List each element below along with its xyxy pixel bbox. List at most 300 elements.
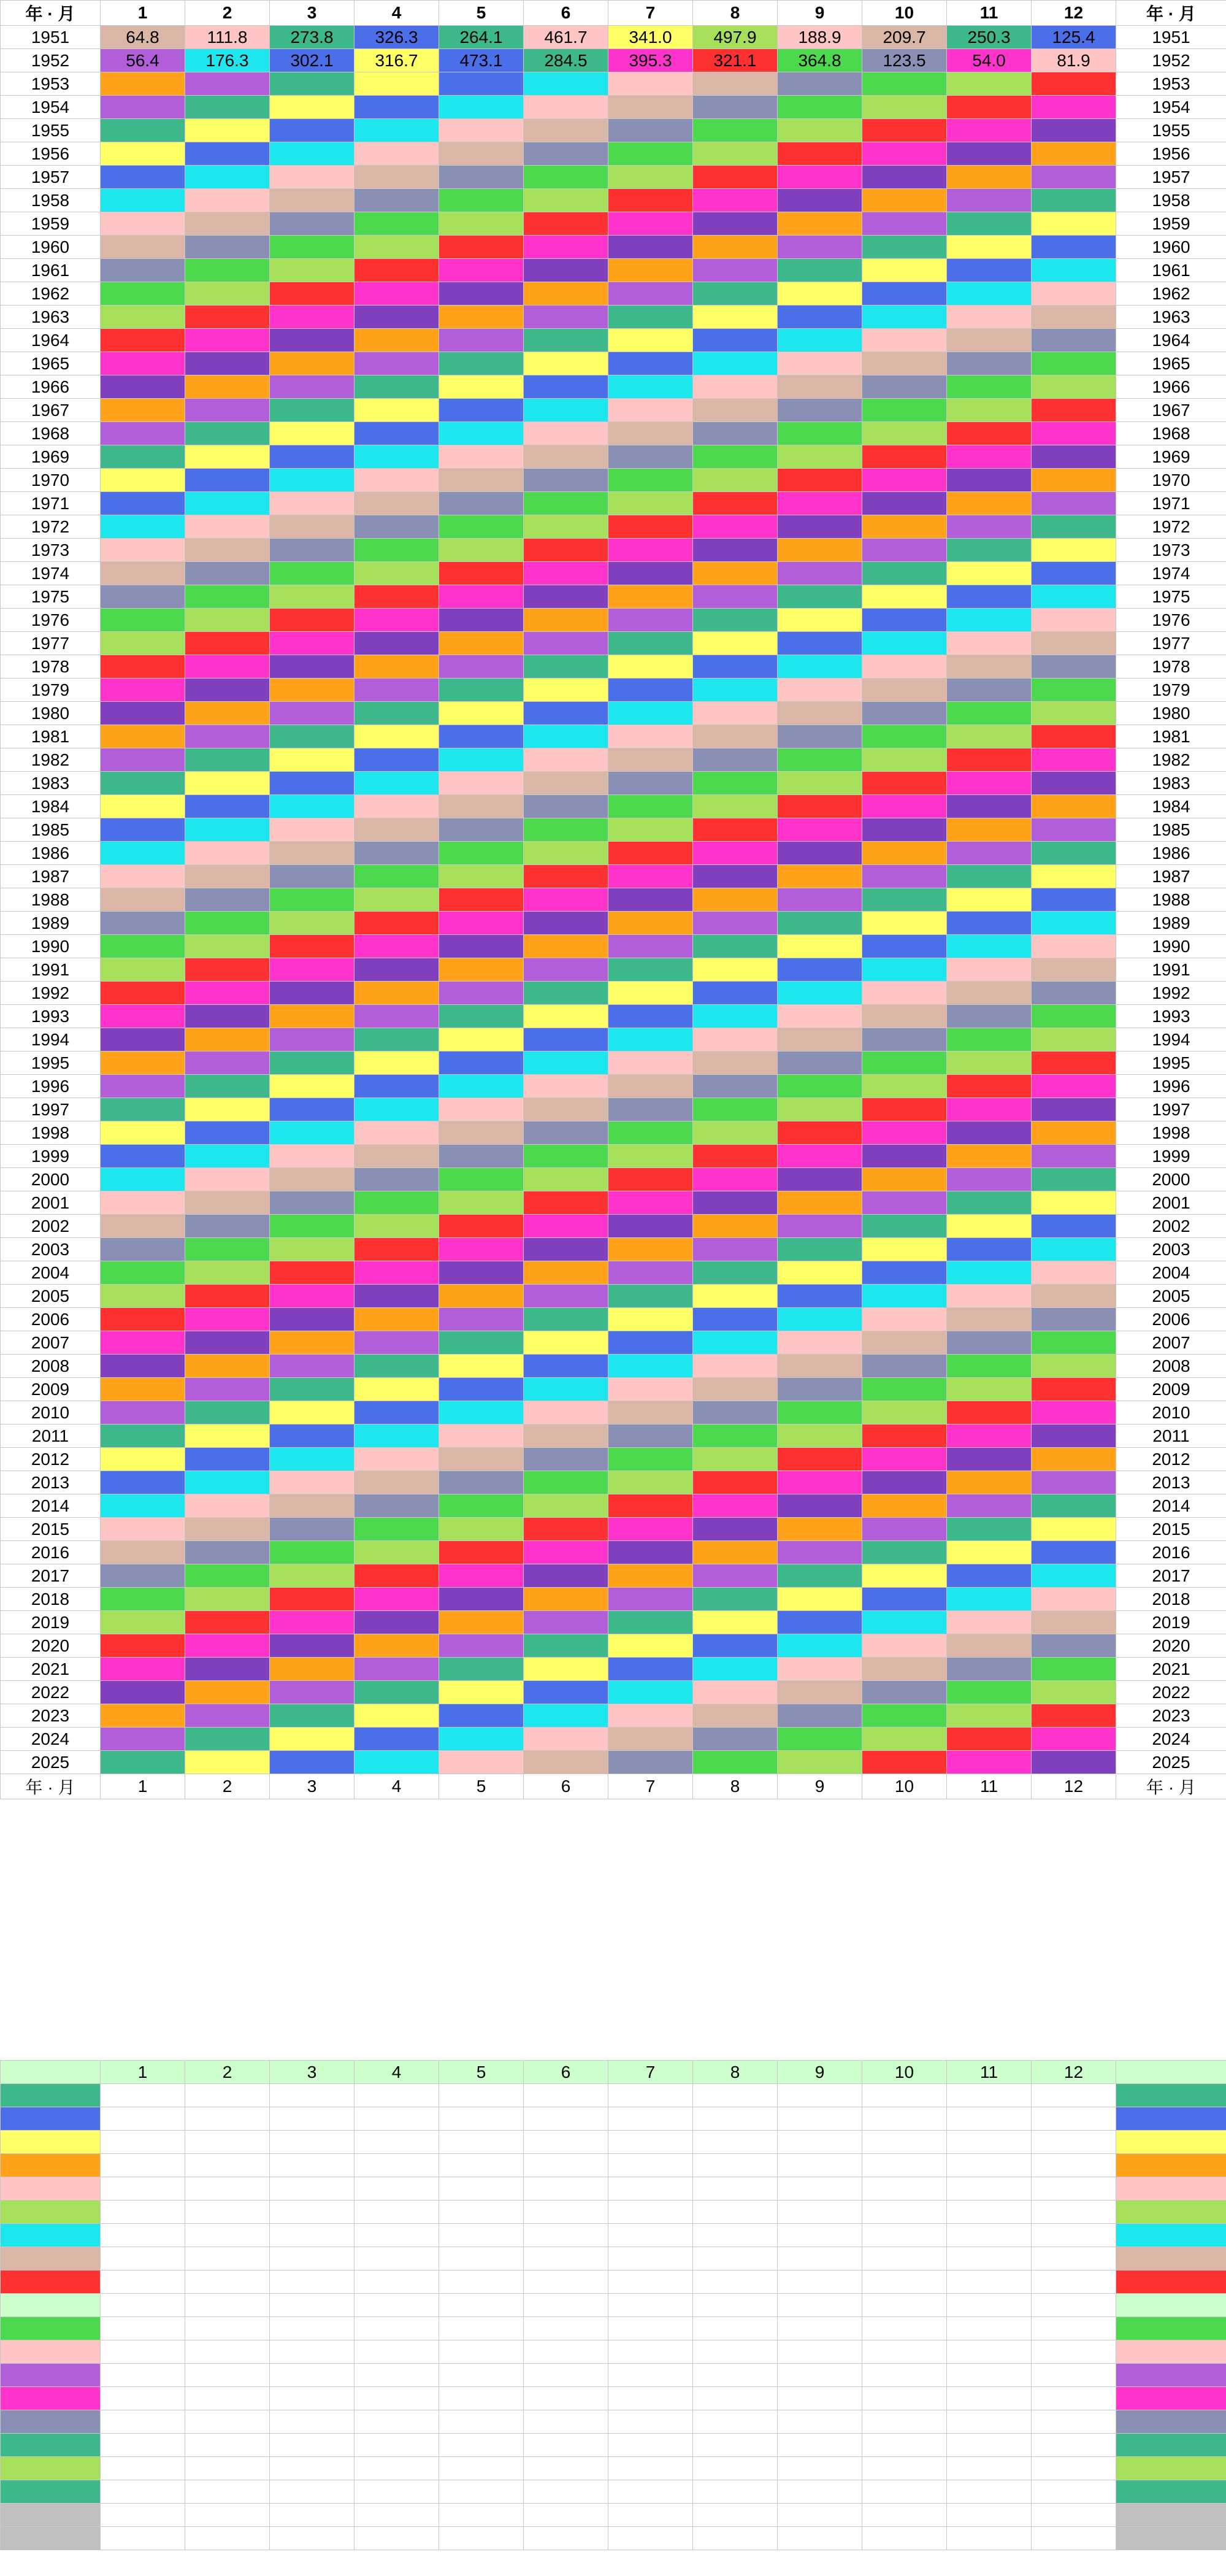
month-header: 9 — [778, 1774, 862, 1799]
value-cell — [608, 515, 693, 539]
count-cell — [862, 2247, 947, 2270]
month-header: 12 — [1032, 1, 1116, 26]
value-cell — [693, 1028, 778, 1052]
table-row — [1, 609, 1226, 632]
value-cell — [439, 422, 524, 445]
year-label: 1998 — [1, 1121, 101, 1145]
row-total — [1116, 2480, 1226, 2504]
value-cell: 56.4 — [101, 49, 185, 72]
year-label: 2017 — [1116, 1564, 1226, 1588]
value-cell — [693, 1401, 778, 1424]
count-cell — [270, 2224, 354, 2247]
value-cell — [947, 282, 1032, 306]
year-label: 1973 — [1116, 539, 1226, 562]
value-cell — [947, 935, 1032, 958]
year-label: 1996 — [1, 1075, 101, 1098]
value-cell — [1032, 1378, 1116, 1401]
value-cell — [693, 445, 778, 469]
count-cell — [1032, 2177, 1116, 2201]
count-cell — [1032, 2131, 1116, 2154]
value-cell — [693, 1424, 778, 1448]
value-cell — [524, 1052, 608, 1075]
value-cell — [608, 748, 693, 772]
value-cell — [524, 399, 608, 422]
city-label — [1, 2410, 101, 2434]
table-row — [1, 1005, 1226, 1028]
value-cell — [1032, 772, 1116, 795]
value-cell — [439, 1681, 524, 1704]
value-cell — [608, 1728, 693, 1751]
value-cell — [524, 748, 608, 772]
value-cell — [1032, 1728, 1116, 1751]
value-cell — [778, 329, 862, 352]
value-cell — [862, 1564, 947, 1588]
value-cell — [862, 702, 947, 725]
value-cell — [101, 1075, 185, 1098]
value-cell — [862, 1121, 947, 1145]
year-label: 1983 — [1, 772, 101, 795]
count-cell — [439, 2107, 524, 2131]
value-cell — [270, 352, 354, 375]
count-cell — [778, 2527, 862, 2550]
value-cell — [354, 655, 439, 679]
table-row — [1, 958, 1226, 982]
value-cell — [608, 865, 693, 888]
year-label: 2010 — [1, 1401, 101, 1424]
value-cell — [270, 1704, 354, 1728]
city-label — [1, 2154, 101, 2177]
count-cell — [354, 2527, 439, 2550]
year-label: 2022 — [1116, 1681, 1226, 1704]
city-row — [1, 2410, 1226, 2434]
city-label — [1, 2340, 101, 2364]
value-cell — [185, 399, 270, 422]
year-label: 1988 — [1116, 888, 1226, 912]
value-cell — [354, 236, 439, 259]
month-header: 11 — [947, 1774, 1032, 1799]
value-cell — [524, 1308, 608, 1331]
value-cell — [778, 562, 862, 585]
value-cell — [439, 96, 524, 119]
value-cell — [778, 515, 862, 539]
value-cell — [439, 1424, 524, 1448]
count-cell — [354, 2154, 439, 2177]
year-label: 1968 — [1116, 422, 1226, 445]
value-cell — [693, 1564, 778, 1588]
value-cell — [354, 1728, 439, 1751]
value-cell — [101, 306, 185, 329]
count-cell — [693, 2270, 778, 2294]
value-cell — [354, 539, 439, 562]
value-cell — [101, 375, 185, 399]
value-cell — [608, 375, 693, 399]
value-cell — [693, 1098, 778, 1121]
value-cell — [608, 725, 693, 748]
value-cell — [185, 1145, 270, 1168]
value-cell — [778, 748, 862, 772]
value-cell — [101, 189, 185, 212]
value-cell — [185, 795, 270, 818]
value-cell — [101, 1121, 185, 1145]
table-row — [1, 1518, 1226, 1541]
year-label: 1967 — [1116, 399, 1226, 422]
year-label: 2013 — [1116, 1471, 1226, 1494]
value-cell — [778, 119, 862, 142]
city-label — [1, 2317, 101, 2340]
table-row — [1, 399, 1226, 422]
table-row — [1, 865, 1226, 888]
value-cell — [862, 422, 947, 445]
count-cell — [270, 2107, 354, 2131]
value-cell — [101, 1541, 185, 1564]
value-cell — [185, 1634, 270, 1658]
value-cell — [524, 1494, 608, 1518]
table-row — [1, 49, 1226, 72]
value-cell — [1032, 982, 1116, 1005]
value-cell — [608, 166, 693, 189]
value-cell — [1032, 539, 1116, 562]
value-cell — [101, 1215, 185, 1238]
year-label: 2008 — [1, 1355, 101, 1378]
value-cell — [270, 515, 354, 539]
value-cell — [693, 539, 778, 562]
value-cell — [862, 609, 947, 632]
city-label — [1, 2294, 101, 2317]
value-cell — [608, 888, 693, 912]
value-cell — [270, 1401, 354, 1424]
year-label: 1986 — [1116, 842, 1226, 865]
year-label: 1980 — [1116, 702, 1226, 725]
value-cell — [862, 1355, 947, 1378]
value-cell — [947, 1355, 1032, 1378]
value-cell — [270, 1471, 354, 1494]
count-cell — [862, 2504, 947, 2527]
count-cell — [524, 2107, 608, 2131]
value-cell — [1032, 1005, 1116, 1028]
value-cell — [524, 166, 608, 189]
value-cell — [354, 445, 439, 469]
value-cell — [439, 818, 524, 842]
value-cell — [101, 1704, 185, 1728]
value-cell — [354, 1355, 439, 1378]
value-cell — [270, 469, 354, 492]
table-row — [1, 1028, 1226, 1052]
value-cell — [270, 1121, 354, 1145]
value-cell — [524, 352, 608, 375]
count-cell — [524, 2270, 608, 2294]
value-cell — [270, 888, 354, 912]
table-row — [1, 469, 1226, 492]
value-cell — [354, 1448, 439, 1471]
value-cell — [778, 236, 862, 259]
value-cell — [693, 259, 778, 282]
count-cell — [270, 2457, 354, 2480]
value-cell — [778, 1121, 862, 1145]
value-cell — [1032, 1261, 1116, 1285]
value-cell — [778, 655, 862, 679]
value-cell — [608, 539, 693, 562]
count-cell — [101, 2294, 185, 2317]
value-cell — [608, 1378, 693, 1401]
value-cell — [608, 1098, 693, 1121]
month-header: 5 — [439, 1774, 524, 1799]
value-cell — [524, 1028, 608, 1052]
count-cell — [439, 2154, 524, 2177]
year-label: 1982 — [1116, 748, 1226, 772]
year-label: 1980 — [1, 702, 101, 725]
value-cell — [862, 1308, 947, 1331]
value-cell — [693, 1075, 778, 1098]
row-total — [1116, 2247, 1226, 2270]
value-cell — [608, 1658, 693, 1681]
value-cell — [354, 1611, 439, 1634]
count-cell — [270, 2247, 354, 2270]
count-cell — [608, 2201, 693, 2224]
year-label: 1955 — [1116, 119, 1226, 142]
value-cell — [778, 1658, 862, 1681]
value-cell — [354, 1751, 439, 1774]
value-cell — [270, 1168, 354, 1191]
value-cell — [693, 702, 778, 725]
row-total — [1116, 2317, 1226, 2340]
count-cell — [1032, 2340, 1116, 2364]
value-cell — [185, 958, 270, 982]
value-cell — [862, 1634, 947, 1658]
value-cell — [1032, 562, 1116, 585]
year-label: 1993 — [1, 1005, 101, 1028]
value-cell — [270, 422, 354, 445]
value-cell — [101, 1471, 185, 1494]
city-label — [1, 2434, 101, 2457]
value-cell — [862, 772, 947, 795]
count-cell — [185, 2364, 270, 2387]
count-cell — [693, 2434, 778, 2457]
value-cell — [439, 189, 524, 212]
table-row — [1, 1471, 1226, 1494]
value-cell — [947, 1564, 1032, 1588]
year-label: 1976 — [1116, 609, 1226, 632]
value-cell — [354, 1681, 439, 1704]
city-row — [1, 2527, 1226, 2550]
value-cell — [862, 375, 947, 399]
value-cell — [439, 119, 524, 142]
value-cell — [439, 1098, 524, 1121]
value-cell — [524, 1681, 608, 1704]
value-cell — [101, 329, 185, 352]
count-cell — [524, 2434, 608, 2457]
value-cell — [693, 1634, 778, 1658]
month-header: 4 — [354, 1, 439, 26]
count-cell — [185, 2457, 270, 2480]
value-cell — [1032, 142, 1116, 166]
count-cell — [439, 2527, 524, 2550]
value-cell — [608, 1751, 693, 1774]
value-cell — [693, 142, 778, 166]
value-cell — [778, 142, 862, 166]
value-cell — [778, 1424, 862, 1448]
value-cell — [862, 259, 947, 282]
value-cell — [354, 1121, 439, 1145]
count-cell — [439, 2480, 524, 2504]
value-cell — [693, 119, 778, 142]
value-cell — [947, 1028, 1032, 1052]
value-cell — [947, 329, 1032, 352]
table-row — [1, 1238, 1226, 1261]
value-cell — [778, 1518, 862, 1541]
value-cell — [693, 632, 778, 655]
value-cell — [693, 1588, 778, 1611]
value-cell — [439, 1005, 524, 1028]
value-cell — [354, 1471, 439, 1494]
count-cell — [354, 2177, 439, 2201]
value-cell — [693, 888, 778, 912]
value-cell — [524, 469, 608, 492]
value-cell — [947, 1611, 1032, 1634]
value-cell — [778, 1285, 862, 1308]
value-cell — [101, 399, 185, 422]
value-cell — [778, 422, 862, 445]
value-cell — [693, 1331, 778, 1355]
value-cell — [439, 562, 524, 585]
value-cell — [270, 72, 354, 96]
table-row — [1, 1308, 1226, 1331]
value-cell — [693, 609, 778, 632]
value-cell — [439, 935, 524, 958]
value-cell — [947, 679, 1032, 702]
value-cell — [270, 818, 354, 842]
year-label: 1977 — [1, 632, 101, 655]
value-cell — [270, 655, 354, 679]
count-cell — [947, 2084, 1032, 2107]
count-cell — [101, 2504, 185, 2527]
value-cell — [439, 1028, 524, 1052]
value-cell — [608, 795, 693, 818]
count-cell — [185, 2107, 270, 2131]
city-label — [1, 2201, 101, 2224]
city-summary-table — [0, 2060, 1226, 2550]
count-cell — [608, 2270, 693, 2294]
count-cell — [524, 2340, 608, 2364]
year-label: 2008 — [1116, 1355, 1226, 1378]
count-cell — [439, 2504, 524, 2527]
year-label: 2011 — [1116, 1424, 1226, 1448]
value-cell — [693, 329, 778, 352]
value-cell — [439, 725, 524, 748]
count-cell — [354, 2410, 439, 2434]
value-cell — [185, 585, 270, 609]
value-cell — [1032, 445, 1116, 469]
count-cell — [1032, 2364, 1116, 2387]
count-cell — [270, 2387, 354, 2410]
table-row — [1, 1541, 1226, 1564]
value-cell — [862, 1541, 947, 1564]
year-label: 1974 — [1, 562, 101, 585]
value-cell — [524, 329, 608, 352]
value-cell — [947, 1052, 1032, 1075]
count-cell — [608, 2177, 693, 2201]
count-cell — [439, 2387, 524, 2410]
value-cell — [693, 1448, 778, 1471]
value-cell — [1032, 1658, 1116, 1681]
count-cell — [439, 2410, 524, 2434]
corner-label: 年 · 月 — [1, 1, 101, 26]
value-cell — [693, 772, 778, 795]
value-cell — [270, 679, 354, 702]
year-label: 2019 — [1116, 1611, 1226, 1634]
value-cell — [354, 1261, 439, 1285]
year-label: 2012 — [1, 1448, 101, 1471]
city-row — [1, 2270, 1226, 2294]
value-cell — [1032, 585, 1116, 609]
value-cell — [947, 1751, 1032, 1774]
value-cell — [185, 1564, 270, 1588]
value-cell — [101, 1448, 185, 1471]
value-cell — [354, 282, 439, 306]
value-cell — [101, 865, 185, 888]
city-label — [1, 2247, 101, 2270]
table-row — [1, 282, 1226, 306]
count-cell — [354, 2317, 439, 2340]
value-cell — [947, 1588, 1032, 1611]
value-cell — [354, 515, 439, 539]
value-cell — [524, 609, 608, 632]
value-cell — [439, 1261, 524, 1285]
value-cell — [270, 1564, 354, 1588]
value-cell — [693, 1261, 778, 1285]
value-cell — [947, 655, 1032, 679]
value-cell — [354, 702, 439, 725]
value-cell — [354, 1401, 439, 1424]
count-cell — [1032, 2224, 1116, 2247]
value-cell: 250.3 — [947, 26, 1032, 49]
value-cell — [778, 282, 862, 306]
value-cell — [1032, 725, 1116, 748]
count-cell — [439, 2201, 524, 2224]
value-cell — [608, 1704, 693, 1728]
value-cell — [270, 1751, 354, 1774]
value-cell — [693, 375, 778, 399]
table-row — [1, 1285, 1226, 1308]
value-cell — [608, 1541, 693, 1564]
year-label: 1970 — [1116, 469, 1226, 492]
value-cell — [693, 818, 778, 842]
value-cell: 364.8 — [778, 49, 862, 72]
count-cell — [608, 2364, 693, 2387]
year-label: 2022 — [1, 1681, 101, 1704]
value-cell — [947, 632, 1032, 655]
year-label: 2024 — [1116, 1728, 1226, 1751]
value-cell — [608, 352, 693, 375]
month-header: 5 — [439, 2061, 524, 2084]
value-cell — [862, 842, 947, 865]
value-cell — [693, 1611, 778, 1634]
value-cell — [185, 1028, 270, 1052]
year-label: 1978 — [1, 655, 101, 679]
value-cell — [101, 1238, 185, 1261]
count-cell — [524, 2131, 608, 2154]
value-cell — [608, 562, 693, 585]
count-cell — [608, 2294, 693, 2317]
value-cell — [439, 469, 524, 492]
count-cell — [862, 2527, 947, 2550]
value-cell — [524, 1704, 608, 1728]
value-cell — [778, 469, 862, 492]
value-cell — [354, 1518, 439, 1541]
value-cell — [185, 469, 270, 492]
table-row — [1, 1564, 1226, 1588]
month-header: 10 — [862, 1, 947, 26]
count-cell — [947, 2247, 1032, 2270]
